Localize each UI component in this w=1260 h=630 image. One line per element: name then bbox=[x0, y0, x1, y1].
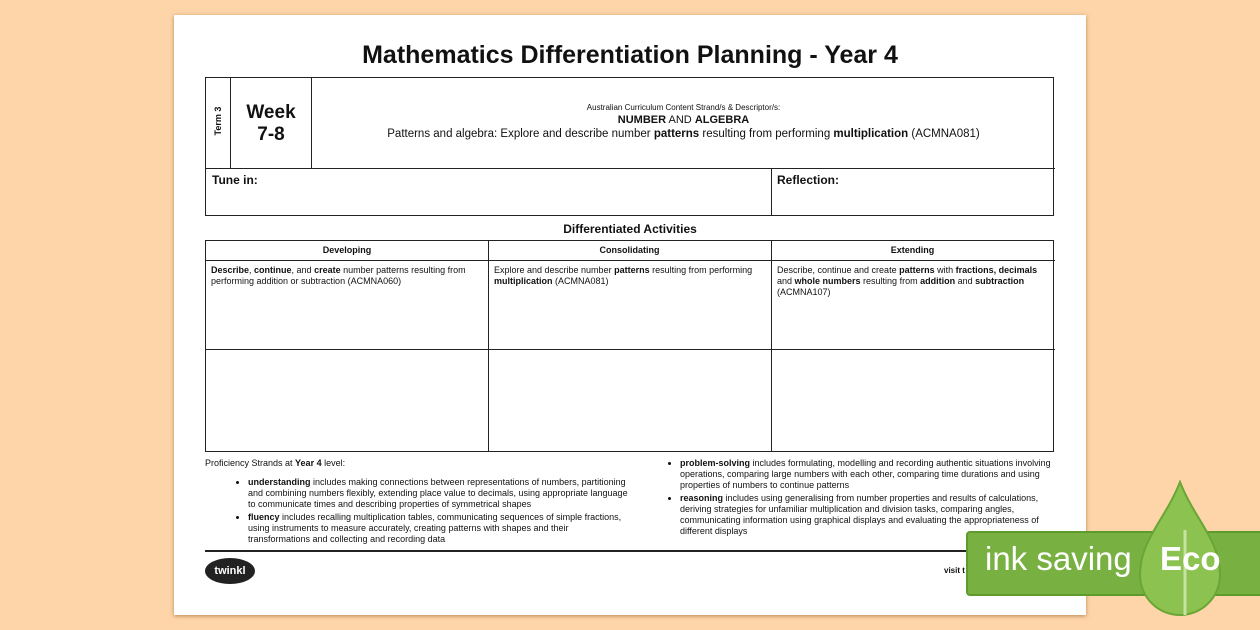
descriptor: Patterns and algebra: Explore and describe number patterns resulting from performing multiplication (ACMNA081) bbox=[387, 128, 980, 140]
consolidating-activity: Explore and describe number patterns resulting from performing multiplication (ACMNA081) bbox=[494, 265, 753, 286]
proficiency-list-right bbox=[680, 458, 1058, 537]
reflection-label: Reflection: bbox=[777, 173, 840, 187]
header-table bbox=[205, 77, 1054, 216]
twinkl-logo: twinkl bbox=[205, 558, 255, 584]
document-page bbox=[174, 15, 1086, 615]
column-extending: Extending bbox=[890, 245, 935, 255]
column-consolidating: Consolidating bbox=[599, 245, 660, 255]
developing-activity: Describe, continue, and create number patterns resulting from performing addition or subtraction (ACMNA060) bbox=[211, 265, 466, 286]
activities-table bbox=[205, 240, 1054, 452]
column-developing: Developing bbox=[322, 245, 372, 255]
page-title: Mathematics Differentiation Planning - Year 4 bbox=[362, 41, 898, 69]
eco-badge: Eco bbox=[1160, 540, 1221, 577]
visit-link[interactable]: visit t bbox=[944, 566, 965, 575]
ink-saving-label: ink saving bbox=[985, 540, 1132, 577]
term-label: Term 3 bbox=[213, 106, 223, 136]
footer-divider bbox=[205, 550, 1054, 552]
tune-in-label: Tune in: bbox=[212, 173, 258, 187]
proficiency-intro: Proficiency Strands at Year 4 level: bbox=[205, 458, 346, 468]
extending-activity: Describe, continue and create patterns with fractions, decimals and whole numbers resulting from addition and subtraction (ACMNA107) bbox=[777, 265, 1038, 297]
proficiency-item: • problem-solving includes formulating, modelling and recording authentic situations involving operations, comparing large numbers with each other, comparing time durations and using properties of numbers to continue patterns bbox=[680, 458, 1058, 491]
proficiency-item: • reasoning includes using generalising from number properties and results of calculations, deriving strategies for unfamiliar multiplication and division tasks, comparing angles, communicating information using graphical displays and evaluating the appropriateness of different displays bbox=[680, 493, 1058, 537]
week-cell bbox=[231, 78, 312, 168]
week-range: 7-8 bbox=[257, 124, 285, 145]
term-cell bbox=[206, 78, 231, 168]
proficiency-item: • understanding includes making connections between representations of numbers, partitioning and combining numbers flexibly, extending place value to decimals, using appropriate language to communicate times and describing properties of symmetrical shapes bbox=[248, 477, 628, 510]
proficiency-list-left bbox=[248, 477, 628, 545]
proficiency-item: • fluency includes recalling multiplication tables, communicating sequences of simple fractions, using instruments to measure accurately, creating patterns with shapes and their transformations and collecting and recording data bbox=[248, 512, 628, 545]
curriculum-label: Australian Curriculum Content Strand/s & Descriptor/s: bbox=[586, 103, 781, 112]
curriculum-cell bbox=[312, 103, 1055, 140]
activities-title: Differentiated Activities bbox=[563, 222, 697, 236]
strand: NUMBER AND ALGEBRA bbox=[617, 114, 750, 126]
week-label: Week bbox=[246, 102, 296, 123]
